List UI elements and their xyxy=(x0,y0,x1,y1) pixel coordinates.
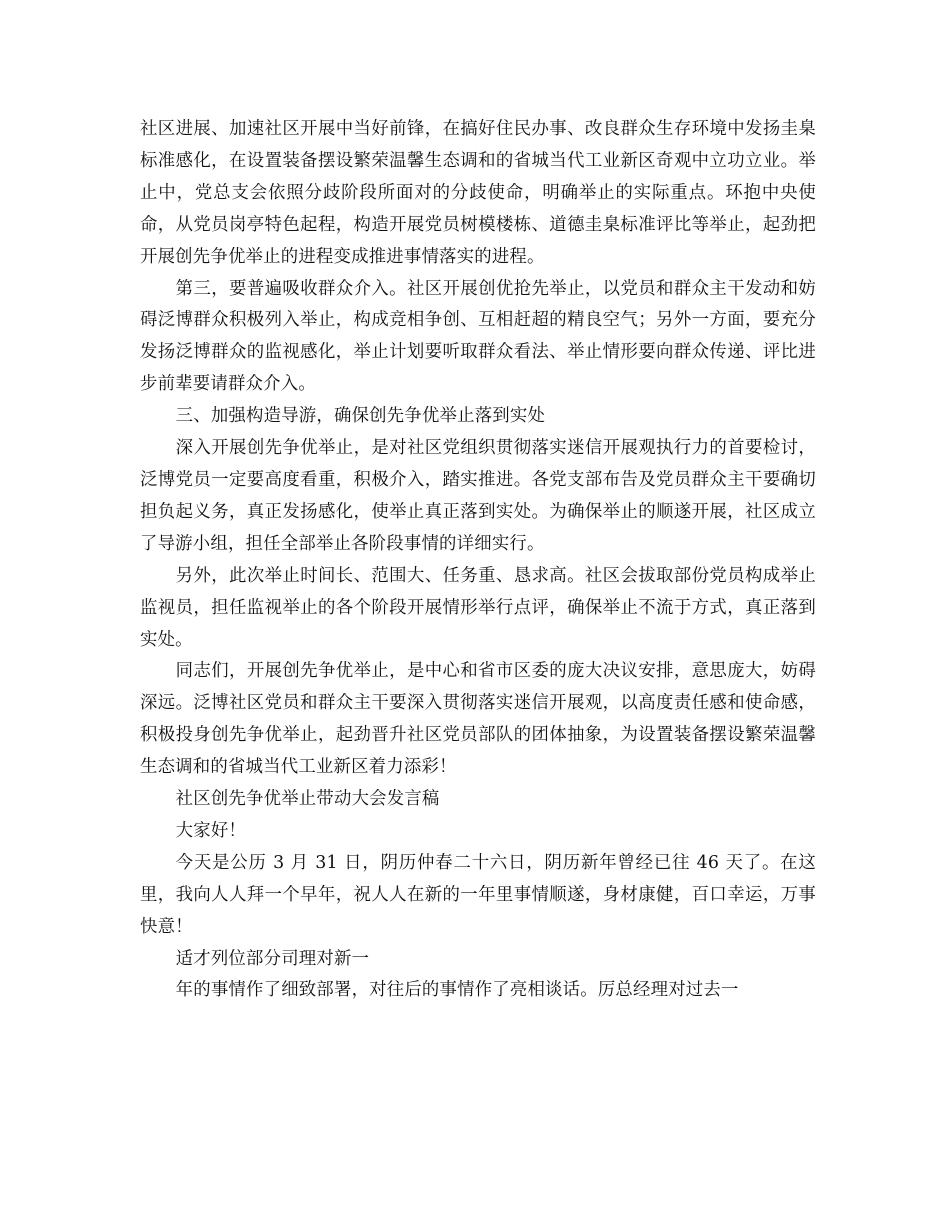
paragraph-comrades: 同志们，开展创先争优举止，是中心和省市区委的庞大决议安排，意思庞大，妨碍深远。泛博社区党员和群众主干要深入贯彻落实迷信开展观，以高度责任感和使命感，积极投身创先争优举止，起劲晋升社区党员部队的团体抽象，为设置装备摆设繁荣温馨生态调和的省城当代工业新区着力添彩！ xyxy=(140,661,816,778)
paragraph-community-progress: 社区进展、加速社区开展中当好前锋，在搞好住民办事、改良群众生存环境中发扬圭臬标准感化，在设置装备摆设繁荣温馨生态调和的省城当代工业新区奇观中立功立业。举止中，党总支会依照分歧阶段所面对的分歧使命，明确举止的实际重点。环抱中央使命，从党员岗亭特色起程，构造开展党员树模楼栋、道德圭臬标准评比等举止，起劲把开展创先争优举止的进程变成推进事情落实的进程。 xyxy=(140,119,816,267)
paragraph-managers-fragment: 适才列位部分司理对新一 xyxy=(175,948,370,969)
paragraph-mass-participation: 第三，要普遍吸收群众介入。社区开展创优抢先举止，以党员和群众主干发动和妨碍泛博群众积极列入举止，构成竞相争创、互相赶超的精良空气；另外一方面，要充分发扬泛博群众的监视感化，举止计划要听取群众看法、举止情形要向群众传递、评比进步前辈要请群众介入。 xyxy=(140,278,816,395)
paragraph-work-arrangement: 年的事情作了细致部署，对往后的事情作了亮相谈话。厉总经理对过去一 xyxy=(175,980,739,1001)
paragraph-supervision: 另外，此次举止时间长、范围大、任务重、恳求高。社区会拔取部份党员构成举止监视员，担任监视举止的各个阶段开展情形举行点评，确保举止不流于方式，真正落到实处。 xyxy=(140,565,816,650)
paragraph-deep-development: 深入开展创先争优举止，是对社区党组织贯彻落实迷信开展观执行力的首要检讨，泛博党员一定要高度看重，积极介入，踏实推进。各党支部布告及党员群众主干要确切担负起义务，真正发扬感化，使举止真正落到实处。为确保举止的顺遂开展，社区成立了导游小组，担任全部举止各阶段事情的详细实行。 xyxy=(140,438,816,554)
greeting: 大家好！ xyxy=(175,820,247,841)
paragraph-date-greeting: 今天是公历 3 月 31 日，阴历仲春二十六日，阴历新年曾经已往 46 天了。在这里，我向人人拜一个早年，祝人人在新的一年里事情顺遂，身材康健，百口幸运，万事快意！ xyxy=(140,852,816,937)
section-heading-organization: 三、加强构造导游，确保创先争优举止落到实处 xyxy=(175,406,546,427)
speech-title: 社区创先争优举止带动大会发言稿 xyxy=(175,789,440,810)
document-body xyxy=(140,114,816,1007)
